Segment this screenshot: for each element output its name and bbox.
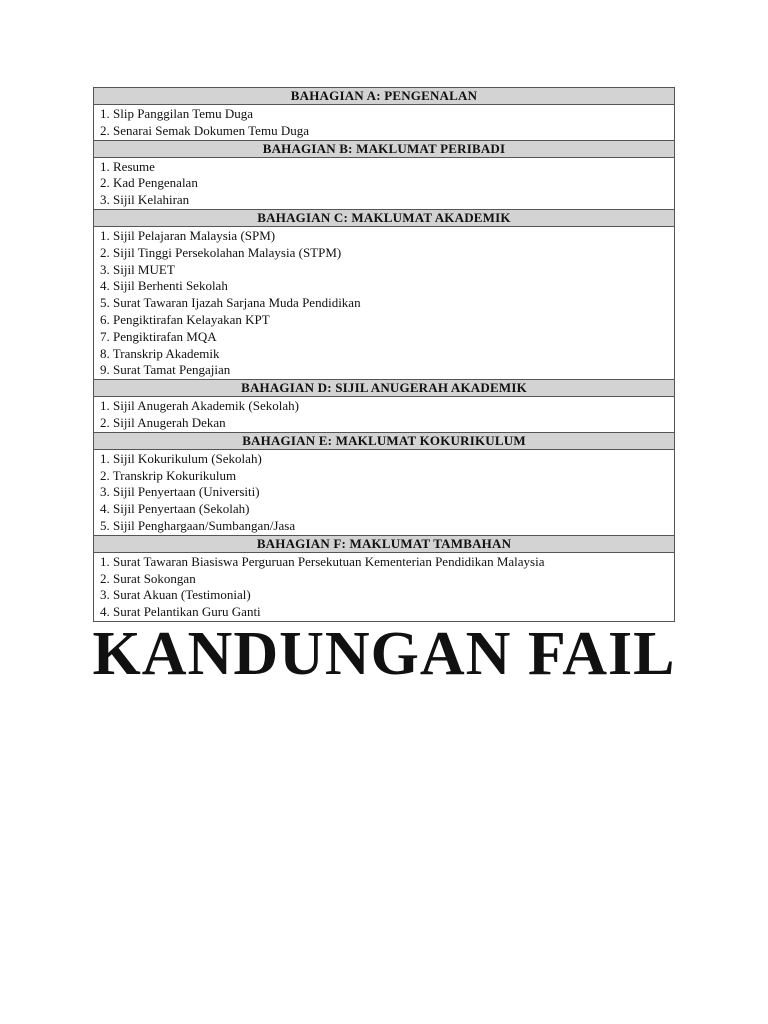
- section-heading: BAHAGIAN F: MAKLUMAT TAMBAHAN: [94, 535, 675, 552]
- checklist-item: 2. Senarai Semak Dokumen Temu Duga: [100, 122, 309, 138]
- checklist-item: 4. Sijil Berhenti Sekolah: [100, 278, 228, 294]
- checklist-item: 3. Sijil Penyertaan (Universiti): [100, 484, 260, 500]
- checklist-item: 5. Surat Tawaran Ijazah Sarjana Muda Pendidikan: [100, 295, 361, 311]
- checklist-item: 1. Resume: [100, 158, 155, 174]
- section-items-row: [94, 157, 675, 209]
- checklist-item: 3. Surat Akuan (Testimonial): [100, 587, 251, 603]
- section-header-row: [94, 88, 675, 105]
- section-items-cell: [94, 552, 675, 621]
- checklist-item: 2. Sijil Anugerah Dekan: [100, 414, 226, 430]
- section-items-row: [94, 552, 675, 621]
- section-header-row: [94, 432, 675, 449]
- checklist-item: 9. Surat Tamat Pengajian: [100, 362, 231, 378]
- section-items-cell: [94, 226, 675, 379]
- section-heading: BAHAGIAN B: MAKLUMAT PERIBADI: [94, 140, 675, 157]
- section-items-row: [94, 397, 675, 433]
- section-heading: BAHAGIAN A: PENGENALAN: [94, 88, 675, 105]
- checklist-item: 1. Surat Tawaran Biasiswa Perguruan Persekutuan Kementerian Pendidikan Malaysia: [100, 553, 545, 569]
- checklist-item: 1. Slip Panggilan Temu Duga: [100, 106, 254, 121]
- section-items-row: [94, 226, 675, 379]
- checklist-item: 2. Kad Pengenalan: [100, 175, 198, 191]
- checklist-item: 8. Transkrip Akademik: [100, 345, 220, 361]
- section-items-row: [94, 105, 675, 141]
- section-header-row: [94, 140, 675, 157]
- document-checklist-table: [93, 87, 675, 622]
- checklist-item: 4. Surat Pelantikan Guru Ganti: [100, 604, 261, 620]
- checklist-body: [94, 88, 675, 622]
- section-heading: BAHAGIAN E: MAKLUMAT KOKURIKULUM: [94, 432, 675, 449]
- checklist-item: 6. Pengiktirafan Kelayakan KPT: [100, 311, 270, 327]
- checklist-item: 7. Pengiktirafan MQA: [100, 328, 217, 344]
- checklist-item: 2. Transkrip Kokurikulum: [100, 467, 237, 483]
- checklist-item: 5. Sijil Penghargaan/Sumbangan/Jasa: [100, 517, 296, 533]
- section-heading: BAHAGIAN C: MAKLUMAT AKADEMIK: [94, 209, 675, 226]
- section-items-cell: [94, 397, 675, 433]
- section-header-row: [94, 380, 675, 397]
- checklist-item: 2. Sijil Tinggi Persekolahan Malaysia (STPM): [100, 244, 342, 260]
- checklist-item: 2. Surat Sokongan: [100, 570, 196, 586]
- section-items-cell: [94, 157, 675, 209]
- checklist-item: 3. Sijil Kelahiran: [100, 192, 190, 208]
- section-items-cell: [94, 105, 675, 141]
- checklist-item: 1. Sijil Anugerah Akademik (Sekolah): [100, 398, 299, 414]
- checklist-item: 3. Sijil MUET: [100, 261, 175, 277]
- section-items-row: [94, 449, 675, 535]
- page-title: KANDUNGAN FAIL: [92, 620, 676, 688]
- section-header-row: [94, 535, 675, 552]
- section-heading: BAHAGIAN D: SIJIL ANUGERAH AKADEMIK: [94, 380, 675, 397]
- checklist-item: 1. Sijil Kokurikulum (Sekolah): [100, 450, 262, 466]
- checklist-item: 1. Sijil Pelajaran Malaysia (SPM): [100, 227, 276, 243]
- section-header-row: [94, 209, 675, 226]
- checklist-item: 4. Sijil Penyertaan (Sekolah): [100, 501, 250, 517]
- section-items-cell: [94, 449, 675, 535]
